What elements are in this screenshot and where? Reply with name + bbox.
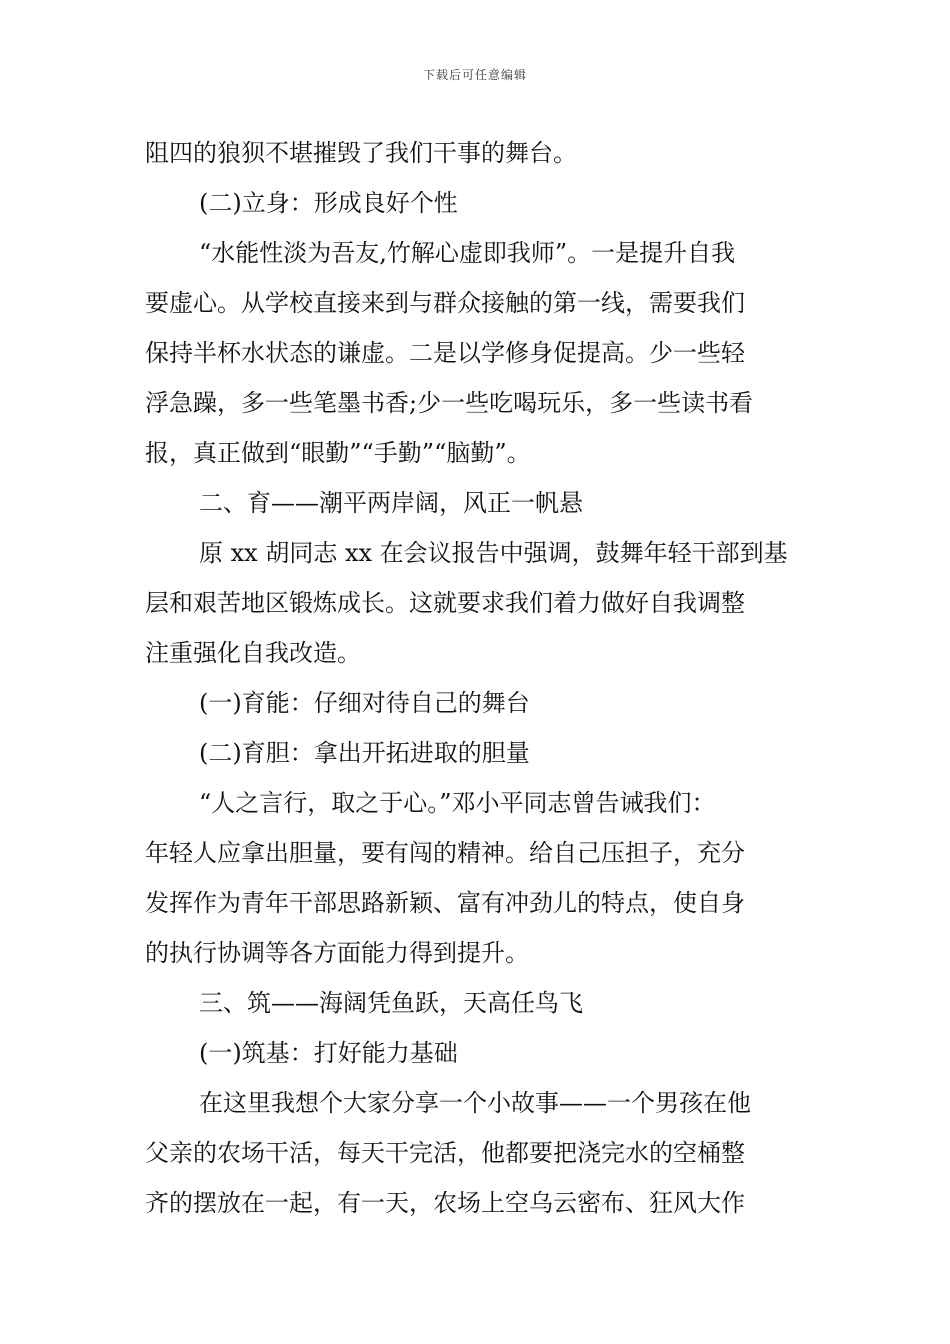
text-line: (一)育能：仔细对待自己的舞台 [199,689,530,717]
text-line: 父亲的农场干活，每天干完活，他都要把浇完水的空桶整 [145,1139,745,1167]
text-line: 齐的摆放在一起，有一天，农场上空乌云密布、狂风大作 [145,1189,745,1217]
text-line: “水能性淡为吾友,竹解心虚即我师”。一是提升自我 [199,239,736,267]
page-header: 下载后可任意编辑 [422,68,527,82]
text-line: 要虚心。从学校直接来到与群众接触的第一线，需要我们 [145,289,745,317]
document-body [145,128,810,1228]
text-line: 发挥作为青年干部思路新颖、富有冲劲儿的特点，使自身 [145,889,745,917]
text-line: 在这里我想个大家分享一个小故事——一个男孩在他 [199,1089,751,1117]
text-line: 原 xx 胡同志 xx 在会议报告中强调，鼓舞年轻干部到基 [199,539,788,567]
text-line: 报，真正做到“眼勤”“手勤”“脑勤”。 [145,439,531,467]
text-line: 保持半杯水状态的谦虚。二是以学修身促提高。少一些轻 [145,339,745,367]
text-line: (一)筑基：打好能力基础 [199,1039,458,1067]
text-line: (二)立身：形成良好个性 [199,189,458,217]
text-line: (二)育胆：拿出开拓进取的胆量 [199,739,530,767]
text-line: 三、筑——海阔凭鱼跃，天高任鸟飞 [199,989,583,1017]
text-line: 年轻人应拿出胆量，要有闯的精神。给自己压担子，充分 [145,839,745,867]
text-line: 浮急躁，多一些笔墨书香;少一些吃喝玩乐，多一些读书看 [145,389,754,417]
text-line: 二、育——潮平两岸阔，风正一帆悬 [199,489,583,517]
text-line: 层和艰苦地区锻炼成长。这就要求我们着力做好自我调整 [145,589,745,617]
text-line: “人之言行，取之于心。”邓小平同志曾告诫我们： [199,789,716,817]
text-line: 注重强化自我改造。 [145,639,361,667]
text-line: 阻四的狼狈不堪摧毁了我们干事的舞台。 [145,139,577,167]
text-line: 的执行协调等各方面能力得到提升。 [145,939,529,967]
